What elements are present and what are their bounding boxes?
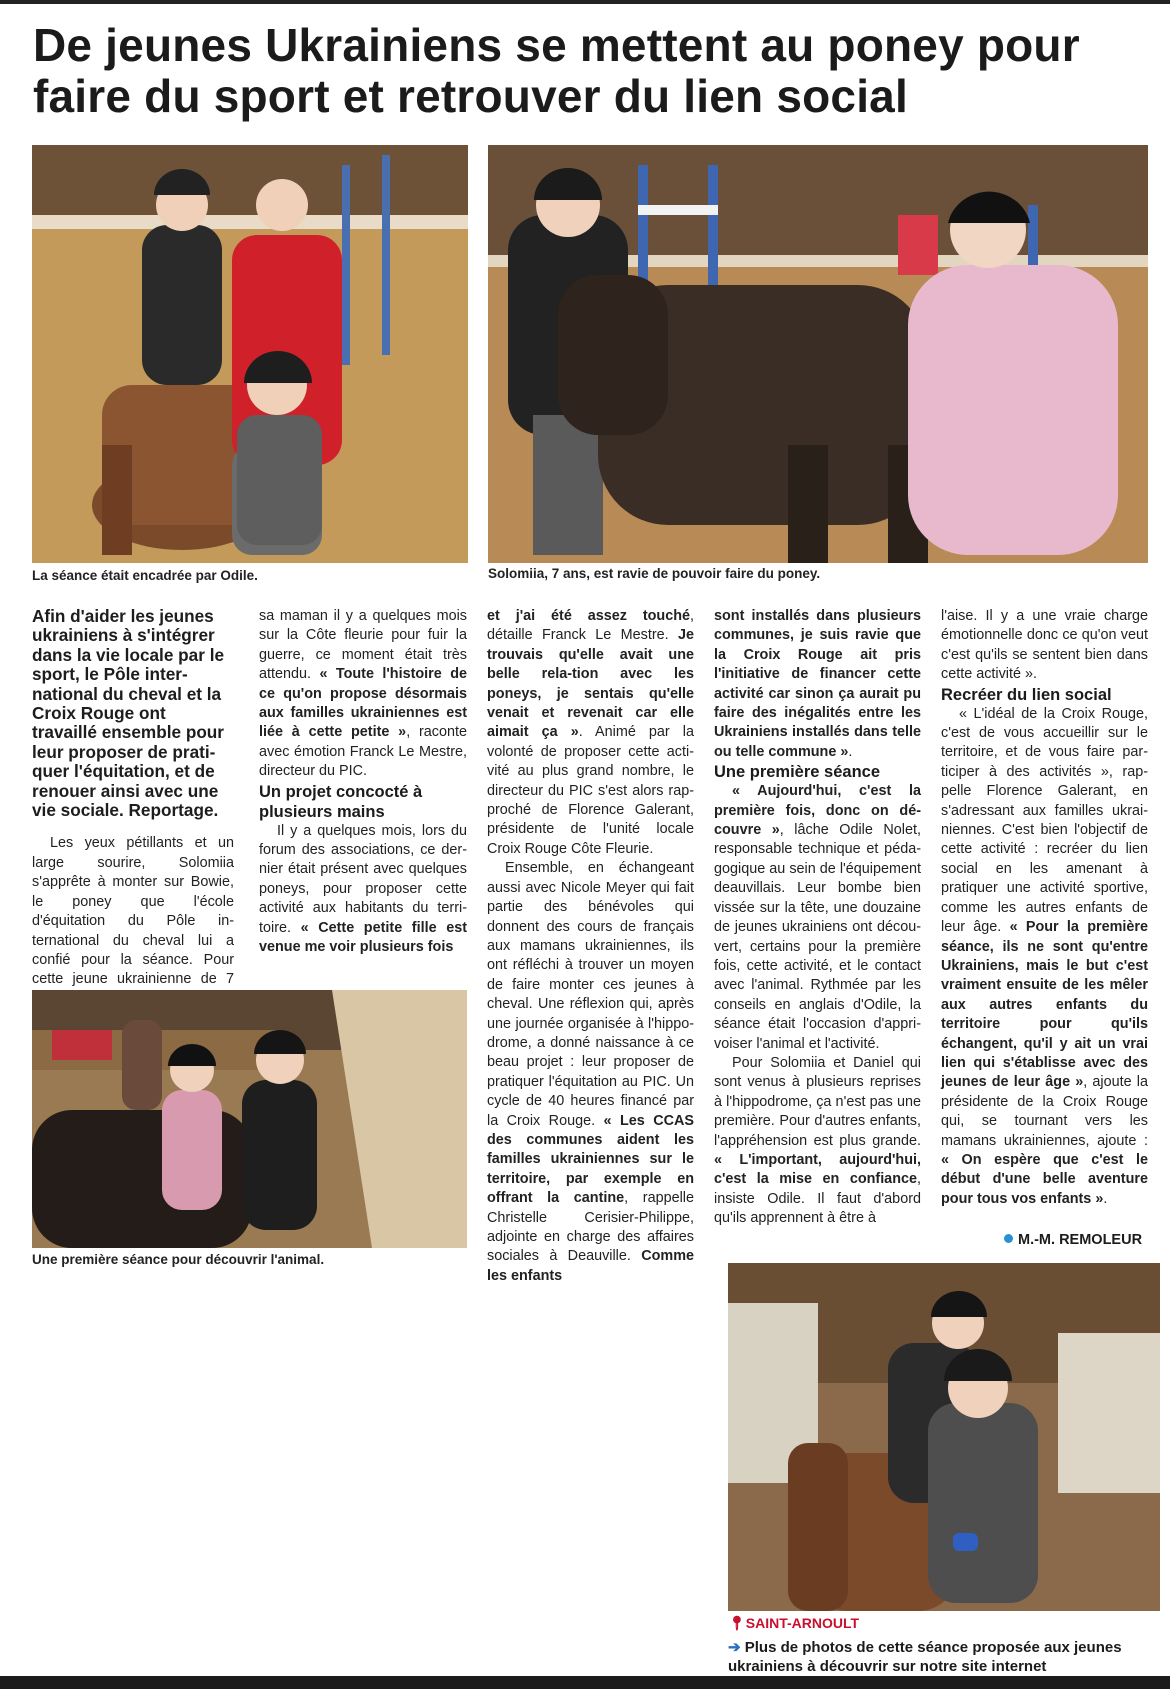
subheading: Une première séance xyxy=(714,763,881,782)
more-photos-note xyxy=(728,1638,1168,1676)
paragraph xyxy=(487,859,694,1286)
photo-solomiia xyxy=(488,145,1148,563)
text: « L'idéal de la Croix Rouge, c'est de vous accueillir sur le territoire, et de vous faire par-ticiper à des activités », rap-pelle Florence Galerant, en s'adressant aux familles ukrai-niennes. C'est bien l'objectif de cette activité : recréer du lien social en les amenant à pratiquer une activité sportive, comme les autres enfants de leur âge. xyxy=(941,705,1148,936)
text: , détaille Franck Le Mestre. xyxy=(487,608,694,644)
text: sa maman il y a quelques mois sur la Côte fleurie pour fuir la guerre, ce moment était très attendu. xyxy=(259,608,467,683)
quote: « L'important, aujourd'hui, c'est la mise en confiance xyxy=(714,1151,921,1188)
location-pin-icon: 📍︎ xyxy=(728,1615,746,1631)
quote: « Toute l'histoire de ce qu'on propose désormais aux familles ukrainiennes est liée à cette petite » xyxy=(259,666,467,741)
text: . Animé par la volonté de proposer cette acti-vité au plus grand nombre, le directeur du PIC s'est alors rap-proché de Florence Galerant, présidente de l'unité locale Croix Rouge Côte Fleurie. xyxy=(487,724,694,857)
subheading: Recréer du lien social xyxy=(941,685,1112,704)
text: . xyxy=(848,743,853,760)
arrow-right-icon: ➔ xyxy=(728,1639,741,1656)
paragraph: Les yeux pétillants et un large sourire, Solomiia s'apprête à monter sur Bowie, le poney que l'école d'équitation du Pôle in-ternational du cheval lui a confié pour la séance. Pour cette jeune ukrainienne de 7 xyxy=(32,835,234,988)
paragraph xyxy=(714,782,921,1054)
paragraph xyxy=(714,1054,921,1229)
quote: « Aujourd'hui, c'est la première fois, donc on dé-couvre » xyxy=(714,783,921,839)
paragraph xyxy=(941,705,1148,1210)
quote: « Cette petite fille est venue me voir plusieurs fois xyxy=(259,919,467,956)
quote: sont installés dans plusieurs communes, je suis ravie que la Croix Rouge ait pris l'initiative de financer cette activité car sinon ça aurait pu faire des inégalités entre les Ukrainiens installés dans telle ou telle commune » xyxy=(714,608,921,760)
top-rule xyxy=(0,0,1170,4)
photo-odile-pony xyxy=(32,145,468,563)
quote: Je trouvais qu'elle avait une belle rela-tion avec les poneys, je sentais qu'elle venait et revenait car elle aimait ça » xyxy=(487,627,694,741)
column-1 xyxy=(32,607,234,1009)
column-5 xyxy=(941,607,1148,1209)
author-name: M.-M. REMOLEUR xyxy=(1018,1232,1143,1248)
column-4 xyxy=(714,607,921,1229)
text: , rappelle Christelle Cerisier-Philippe, adjointe en charge des affaires sociales à Deauville. xyxy=(487,1190,694,1265)
caption-photo-3: Une première séance pour découvrir l'animal. xyxy=(32,1252,325,1267)
paragraph xyxy=(487,607,694,859)
caption-photo-1: La séance était encadrée par Odile. xyxy=(32,568,258,583)
location-name: SAINT-ARNOULT xyxy=(745,1615,860,1631)
column-2 xyxy=(259,607,467,958)
quote: et j'ai été assez touché xyxy=(487,608,690,624)
subheading: Un projet concocté à plusieurs mains xyxy=(259,782,423,821)
text: Pour Solomiia et Daniel qui sont venus à plusieurs reprises à l'hippodrome, ça n'est pas une première. Pour d'autres enfants, l'appréhension est plus grande. xyxy=(714,1054,921,1149)
text: , insiste Odile. Il faut d'abord qu'ils apprennent à être à xyxy=(714,1171,921,1227)
author-signature xyxy=(1004,1232,1142,1248)
more-photos-text: Plus de photos de cette séance proposée aux jeunes ukrainiens à découvrir sur notre site internet xyxy=(728,1639,1122,1675)
paragraph xyxy=(259,607,467,782)
quote: Comme les enfants xyxy=(487,1248,694,1284)
paragraph xyxy=(714,607,921,762)
text: , raconte avec émotion Franck Le Mestre, directeur du PIC. xyxy=(259,724,468,780)
location-line xyxy=(728,1615,859,1632)
text: Ensemble, en échangeant aussi avec Nicole Meyer qui fait partie des bénévoles qui donnent des cours de français aux mamans ukrainiennes, ils ont réfléchi à trouver un moyen de faire monter ces jeunes à cheval. Une réflexion qui, après une journée organisée à l'hippo-drome, a donné naissance à ce beau projet : leur proposer de pratiquer l'équitation au PIC. Un cycle de 40 heures financé par la Croix Rouge. xyxy=(487,860,694,1129)
photo-boys-pony xyxy=(728,1263,1160,1611)
text: . xyxy=(1103,1190,1108,1207)
text: , lâche Odile Nolet, responsable technique et péda-gogique au sein de l'équipement deauvillais. Leur bombe bien vissée sur la tête, une douzaine de jeunes ukrainiens ont décou-vert, certains pour la première fois, cette activité, et le contact avec l'animal. Rythmée par les conseils en anglais d'Odile, la séance était l'occasion d'appri-voiser l'animal et l'activité. xyxy=(714,822,921,1052)
quote: « Les CCAS des communes aident les familles ukrainiennes sur le territoire, par exemple en offrant la cantine xyxy=(487,1112,694,1207)
paragraph xyxy=(259,822,467,958)
column-3 xyxy=(487,607,694,1286)
caption-photo-2: Solomiia, 7 ans, est ravie de pouvoir faire du poney. xyxy=(488,566,821,581)
headline: De jeunes Ukrainiens se mettent au poney pour faire du sport et retrouver du lien social xyxy=(33,19,1080,122)
paragraph: l'aise. Il y a une vraie charge émotionnelle donc ce qu'on veut c'est qu'ils se sentent bien dans cette activité ». xyxy=(941,608,1148,683)
bullet-dot-icon xyxy=(1004,1234,1013,1243)
text: , ajoute la présidente de la Croix Rouge qui, se tournant vers les mamans ukrainiennes, ajoute : xyxy=(941,1074,1148,1149)
photo-first-session xyxy=(32,990,467,1248)
text: Il y a quelques mois, lors du forum des associations, ce der-nier était présent avec quelques poneys, pour proposer cette activité aux habitants du terri-toire. xyxy=(259,822,467,936)
quote: « Pour la première séance, ils ne sont qu'entre Ukrainiens, mais le but c'est vraiment ensuite de les mêler aux autres enfants du territoire pour qu'ils échangent, qu'il y ait un vrai lien qui s'établisse avec des jeunes de leur âge » xyxy=(941,919,1148,1091)
bottom-bar xyxy=(0,1676,1170,1689)
quote: « On espère que c'est le début d'une belle aventure pour tous vos enfants » xyxy=(941,1151,1148,1207)
lead-paragraph: Afin d'aider les jeunes ukrainiens à s'intégrer dans la vie locale par le sport, le Pôle inter-national du cheval et la Croix Rouge ont travaillé ensemble pour leur proposer de prati-quer l'équitation, et de renouer ainsi avec une vie sociale. Reportage. xyxy=(32,606,225,821)
